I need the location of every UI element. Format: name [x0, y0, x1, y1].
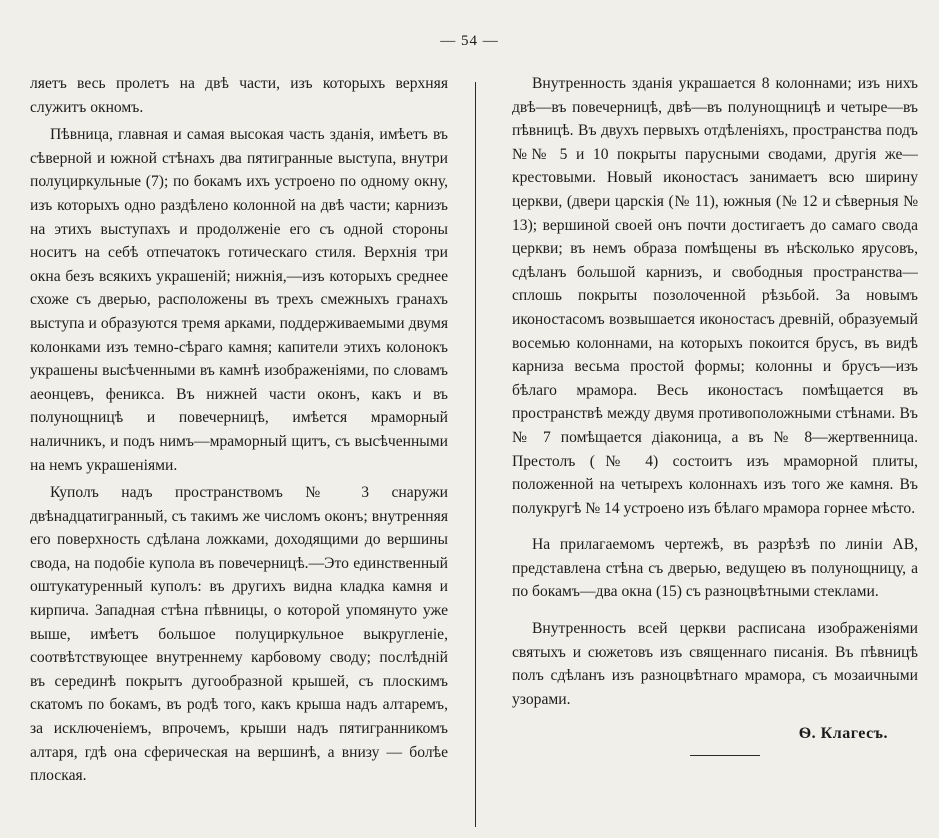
column-divider [475, 82, 476, 827]
paragraph: На прилагаемомъ чертежѣ, въ разрѣзѣ по линіи АВ, представлена стѣна съ дверью, ведущею въ полунощницу, а по бокамъ—два окна (15) съ разноцвѣтными стеклами. [512, 536, 918, 601]
page-number: — 54 — [440, 33, 499, 49]
closing-rule [690, 755, 760, 756]
paragraph: Куполъ надъ пространствомъ № 3 снаружи двѣнадцатигранный, съ такимъ же числомъ оконъ; внутренняя его поверхность сдѣлана ложками, доходящими до вершины свода, на подобіе купола въ повечерницѣ.—Это единственный оштукатуренный куполъ: въ другихъ видна кладка камня и кирпича. Западная стѣна пѣвницы, о которой упомянуто уже выше, имѣетъ большое полуциркульное выкругленіе, соотвѣтствующее внутреннему карбовому своду; послѣдній въ серединѣ покрытъ дугообразной крышей, съ плоскимъ скатомъ по бокамъ, въ родѣ того, какъ крыша надъ алтаремъ, за исключеніемъ, впрочемъ, крыши надъ пятигранникомъ алтаря, гдѣ она сферическая на вершинѣ, а внизу — болѣе плоская. [30, 484, 448, 785]
paragraph: Пѣвница, главная и самая высокая часть зданія, имѣетъ въ сѣверной и южной стѣнахъ два пятигранные выступа, внутри полуциркульные (7); по бокамъ ихъ устроено по одному окну, изъ которыхъ одно раздѣлено колонной на двѣ части; карнизъ на этихъ выступахъ и продолженіе его съ одной стороны носитъ на себѣ отпечатокъ готическаго стиля. Верхнія три окна безъ всякихъ украшеній; нижнія,—изъ которыхъ среднее схоже съ дверью, расположены въ трехъ смежныхъ гранахъ выступа и образуются тремя арками, поддерживаемыми двумя колонками изъ темно-сѣраго камня; капители этихъ колонокъ украшены высѣченными въ камнѣ изображеніями, по словамъ аеонцевъ, феникса. Въ нижней части оконъ, какъ и въ полунощницѣ и повечерницѣ, имѣется мраморный наличникъ, и подъ нимъ—мраморный щитъ, съ высѣченными на немъ украшеніями. [30, 126, 448, 474]
paragraph: Внутренность всей церкви расписана изображеніями святыхъ и сюжетовъ изъ священнаго писанія. Въ пѣвницѣ полъ сдѣланъ изъ разноцвѣтнаго мрамора, съ мозаичными узорами. [512, 620, 918, 708]
author-signature: Ѳ. Клагесъ. [798, 725, 888, 743]
paragraph: ляетъ весь пролетъ на двѣ части, изъ которыхъ верхняя служитъ окномъ. [30, 75, 448, 116]
paragraph: Внутренность зданія украшается 8 колоннами; изъ нихъ двѣ—въ повечерницѣ, двѣ—въ полунощницѣ и четыре—въ пѣвницѣ. Въ двухъ первыхъ отдѣленіяхъ, пространства подъ №№ 5 и 10 покрыты парусными сводами, другія же—крестовыми. Новый иконостасъ занимаетъ всю ширину церкви, (двери царскія (№ 11), южныя (№ 12 и сѣверныя № 13); вершиной своей онъ почти достигаетъ до самаго свода церкви; въ немъ образа помѣщены въ нѣсколько ярусовъ, сдѣланъ большой карнизъ, и свободныя пространства—сплошь покрыты позолоченной рѣзьбой. За новымъ иконостасомъ возвышается иконостасъ древній, образуемый восемью колоннами, на которыхъ покоится брусъ, въ видѣ карниза весьма простой формы; колонны и брусъ—изъ бѣлаго мрамора. Весь иконостасъ помѣщается въ пространствѣ между двумя противоположными стѣнами. Въ № 7 помѣщается діаконица, а въ № 8—жертвенница. Престолъ (№ 4) состоитъ изъ мраморной плиты, положенной на четырехъ колоннахъ изъ того же камня. Въ полукругѣ № 14 устроено изъ бѣлаго мрамора горнее мѣсто. [512, 75, 918, 517]
right-column [512, 72, 918, 832]
left-column [30, 72, 448, 832]
